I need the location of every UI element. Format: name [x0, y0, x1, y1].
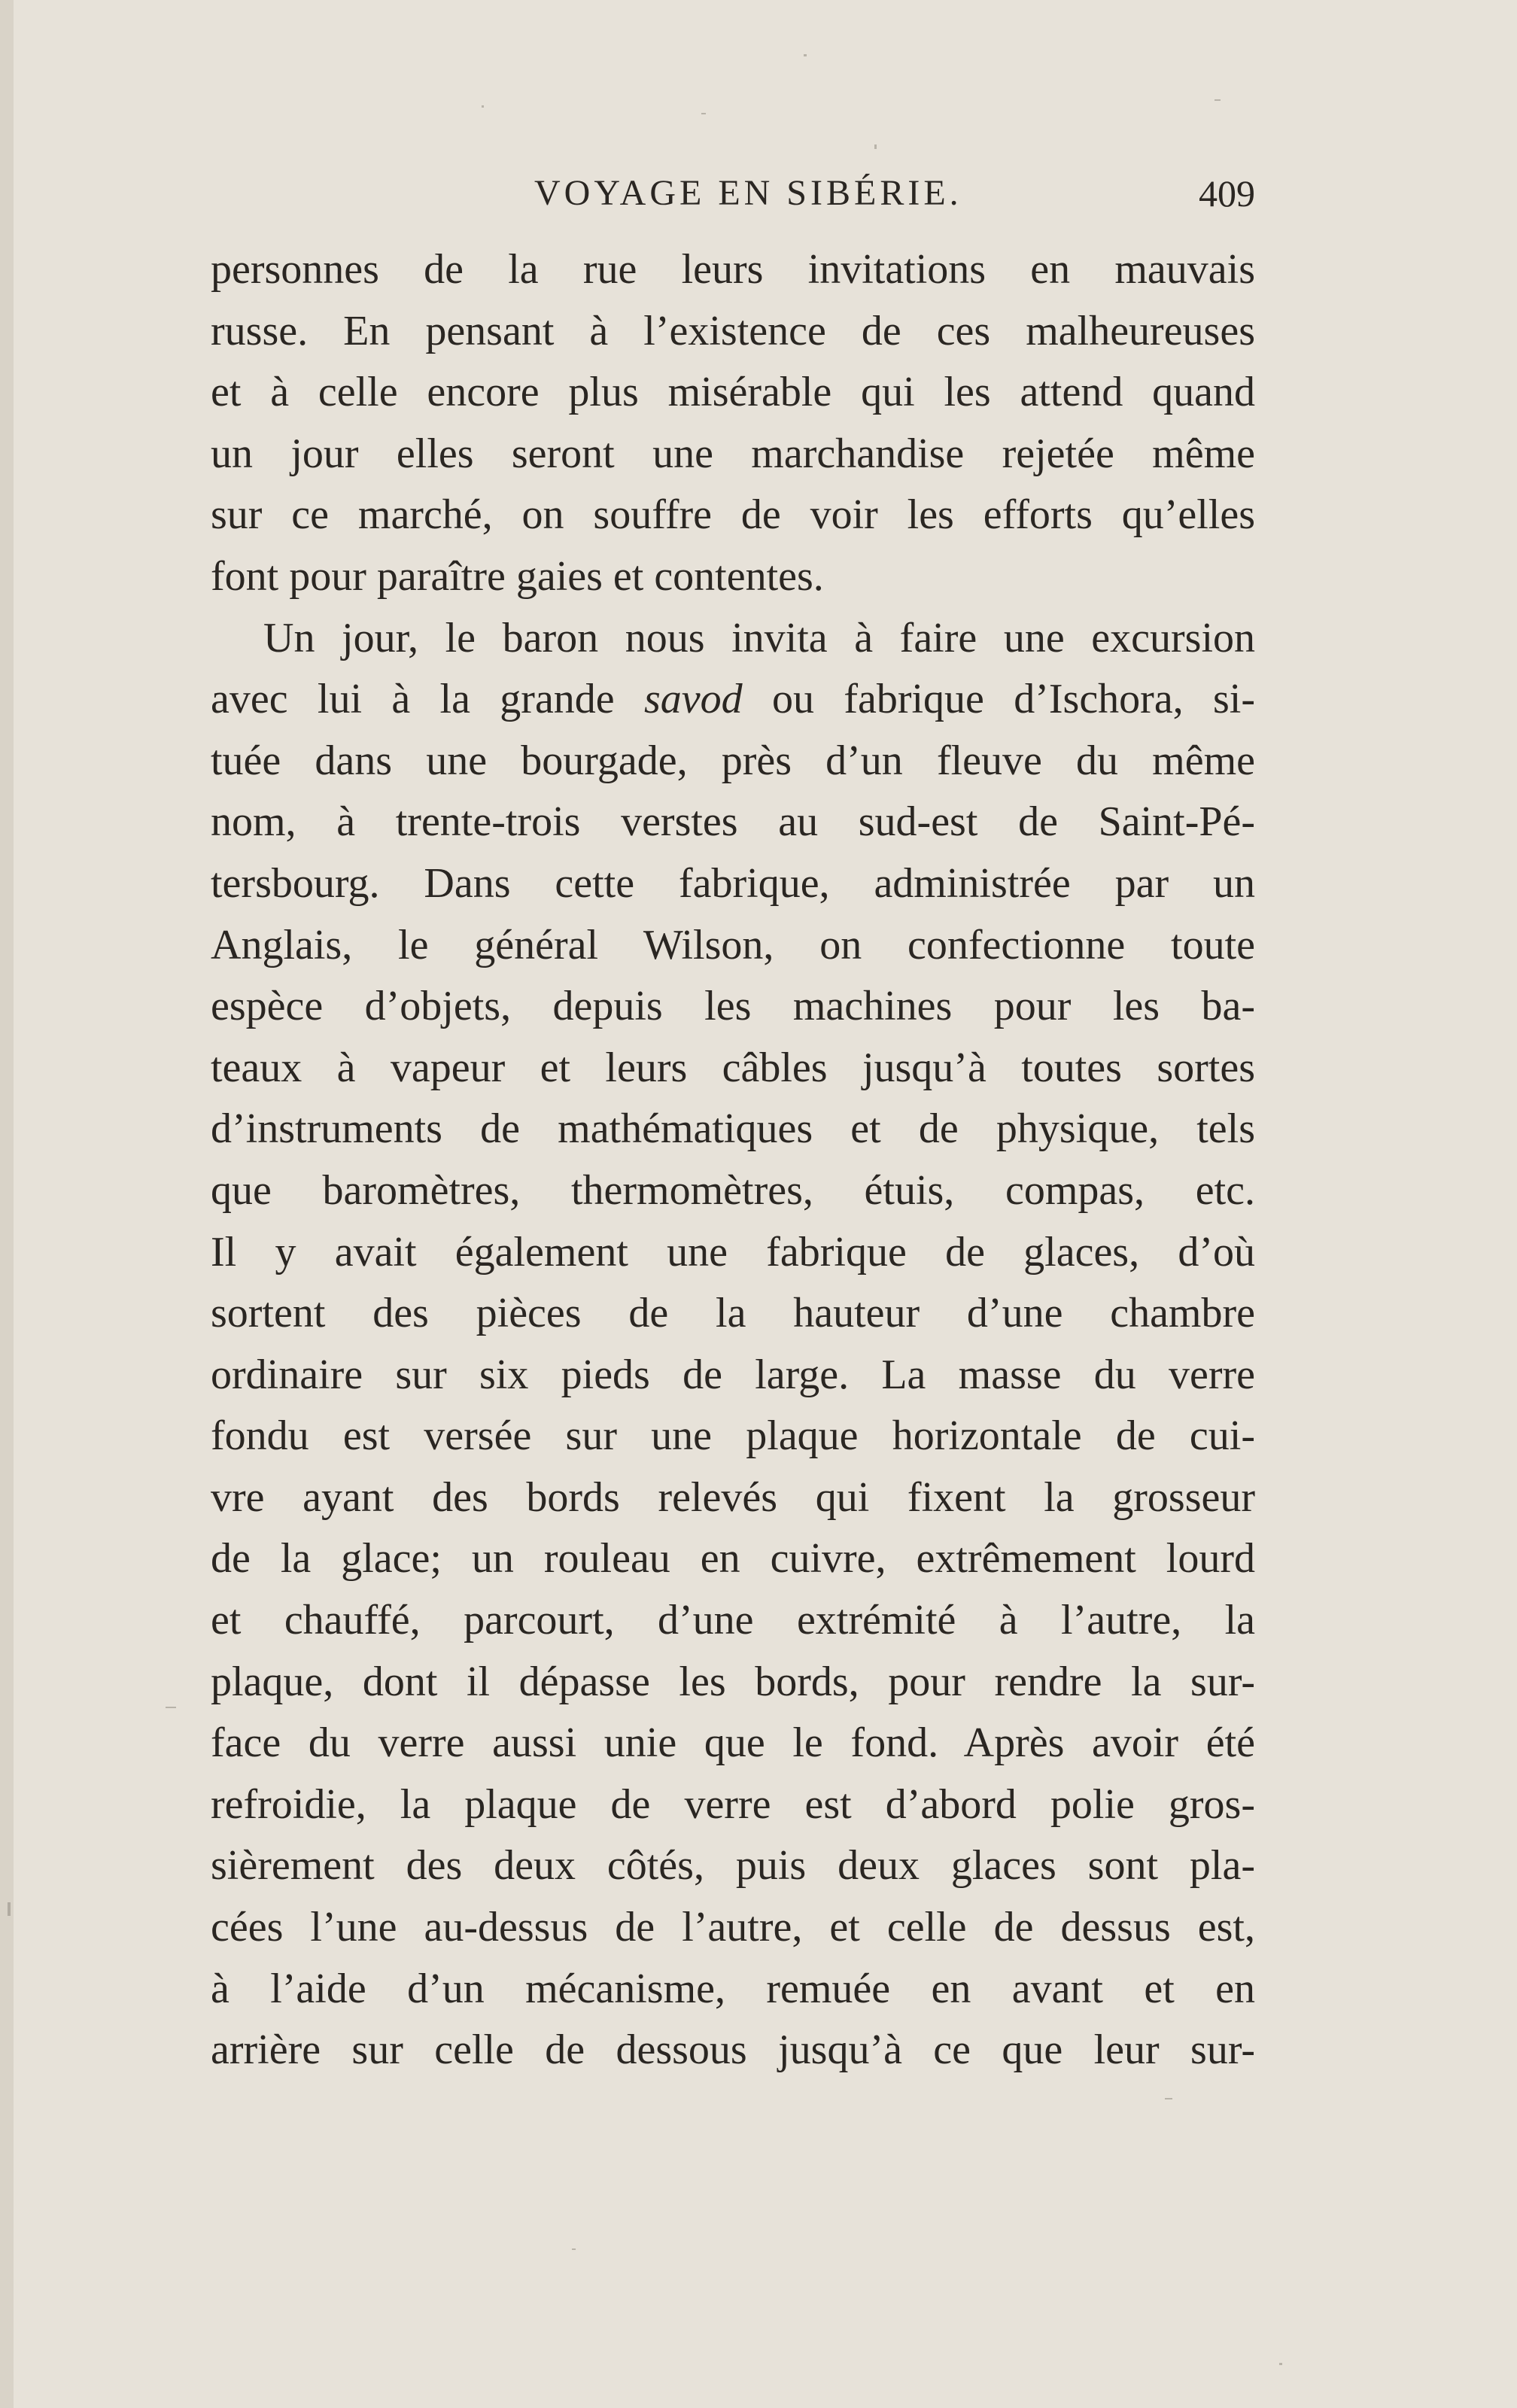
- text-line: nom, à trente-trois verstes au sud-est de Saint-Pé-: [211, 798, 1255, 846]
- text-line: fondu est versée sur une plaque horizontale de cui-: [211, 1412, 1255, 1460]
- text-line: refroidie, la plaque de verre est d’abord polie gros-: [211, 1780, 1255, 1828]
- text-line: que baromètres, thermomètres, étuis, compas, etc.: [211, 1166, 1255, 1214]
- text-line: plaque, dont il dépasse les bords, pour rendre la sur-: [211, 1658, 1255, 1705]
- text-line: Un jour, le baron nous invita à faire une excursion: [263, 614, 1255, 661]
- text-line: personnes de la rue leurs invitations en mauvais: [211, 246, 1255, 293]
- text-line: russe. En pensant à l’existence de ces malheureuses: [211, 307, 1255, 354]
- text-segment: avec lui à la grande: [211, 676, 644, 723]
- page-header: [211, 167, 1255, 220]
- text-line: Il y avait également une fabrique de glaces, d’où: [211, 1228, 1255, 1275]
- body-text: [211, 239, 1255, 2081]
- text-line: de la glace; un rouleau en cuivre, extrêmement lourd: [211, 1535, 1255, 1583]
- text-line: Anglais, le général Wilson, on confectionne toute: [211, 921, 1255, 968]
- text-line: cées l’une au-dessus de l’autre, et celle de dessus est,: [211, 1904, 1255, 1951]
- text-line: à l’aide d’un mécanisme, remuée en avant et en: [211, 1965, 1255, 2012]
- text-line: et chauffé, parcourt, d’une extrémité à l’autre, la: [211, 1597, 1255, 1644]
- text-line: tuée dans une bourgade, près d’un fleuve du même: [211, 737, 1255, 784]
- text-line: ordinaire sur six pieds de large. La masse du verre: [211, 1351, 1255, 1398]
- page-number: 409: [1199, 172, 1255, 214]
- text-line: un jour elles seront une marchandise rejetée même: [211, 430, 1255, 477]
- text-line-with-italic: [211, 669, 1255, 731]
- text-segment: ou fabrique d’Ischora, si-: [742, 676, 1255, 723]
- text-line: face du verre aussi unie que le fond. Après avoir été: [211, 1719, 1255, 1767]
- text-line: vre ayant des bords relevés qui fixent la grosseur: [211, 1473, 1255, 1521]
- text-line: arrière sur celle de dessous jusqu’à ce que leur sur-: [211, 2026, 1255, 2074]
- text-line: sur ce marché, on souffre de voir les efforts qu’elles: [211, 491, 1255, 539]
- text-line: sortent des pièces de la hauteur d’une chambre: [211, 1290, 1255, 1337]
- text-line: tersbourg. Dans cette fabrique, administrée par un: [211, 859, 1255, 907]
- text-line: et à celle encore plus misérable qui les attend quand: [211, 369, 1255, 416]
- text-line: sièrement des deux côtés, puis deux glaces sont pla-: [211, 1842, 1255, 1890]
- text-line: teaux à vapeur et leurs câbles jusqu’à toutes sortes: [211, 1044, 1255, 1091]
- text-line: d’instruments de mathématiques et de physique, tels: [211, 1105, 1255, 1153]
- text-line: espèce d’objets, depuis les machines pour les ba-: [211, 983, 1255, 1030]
- text-line: font pour paraître gaies et contentes.: [211, 552, 824, 600]
- running-title: VOYAGE EN SIBÉRIE.: [534, 173, 962, 213]
- page-edge: [0, 0, 14, 2408]
- italic-term: savod: [644, 676, 743, 723]
